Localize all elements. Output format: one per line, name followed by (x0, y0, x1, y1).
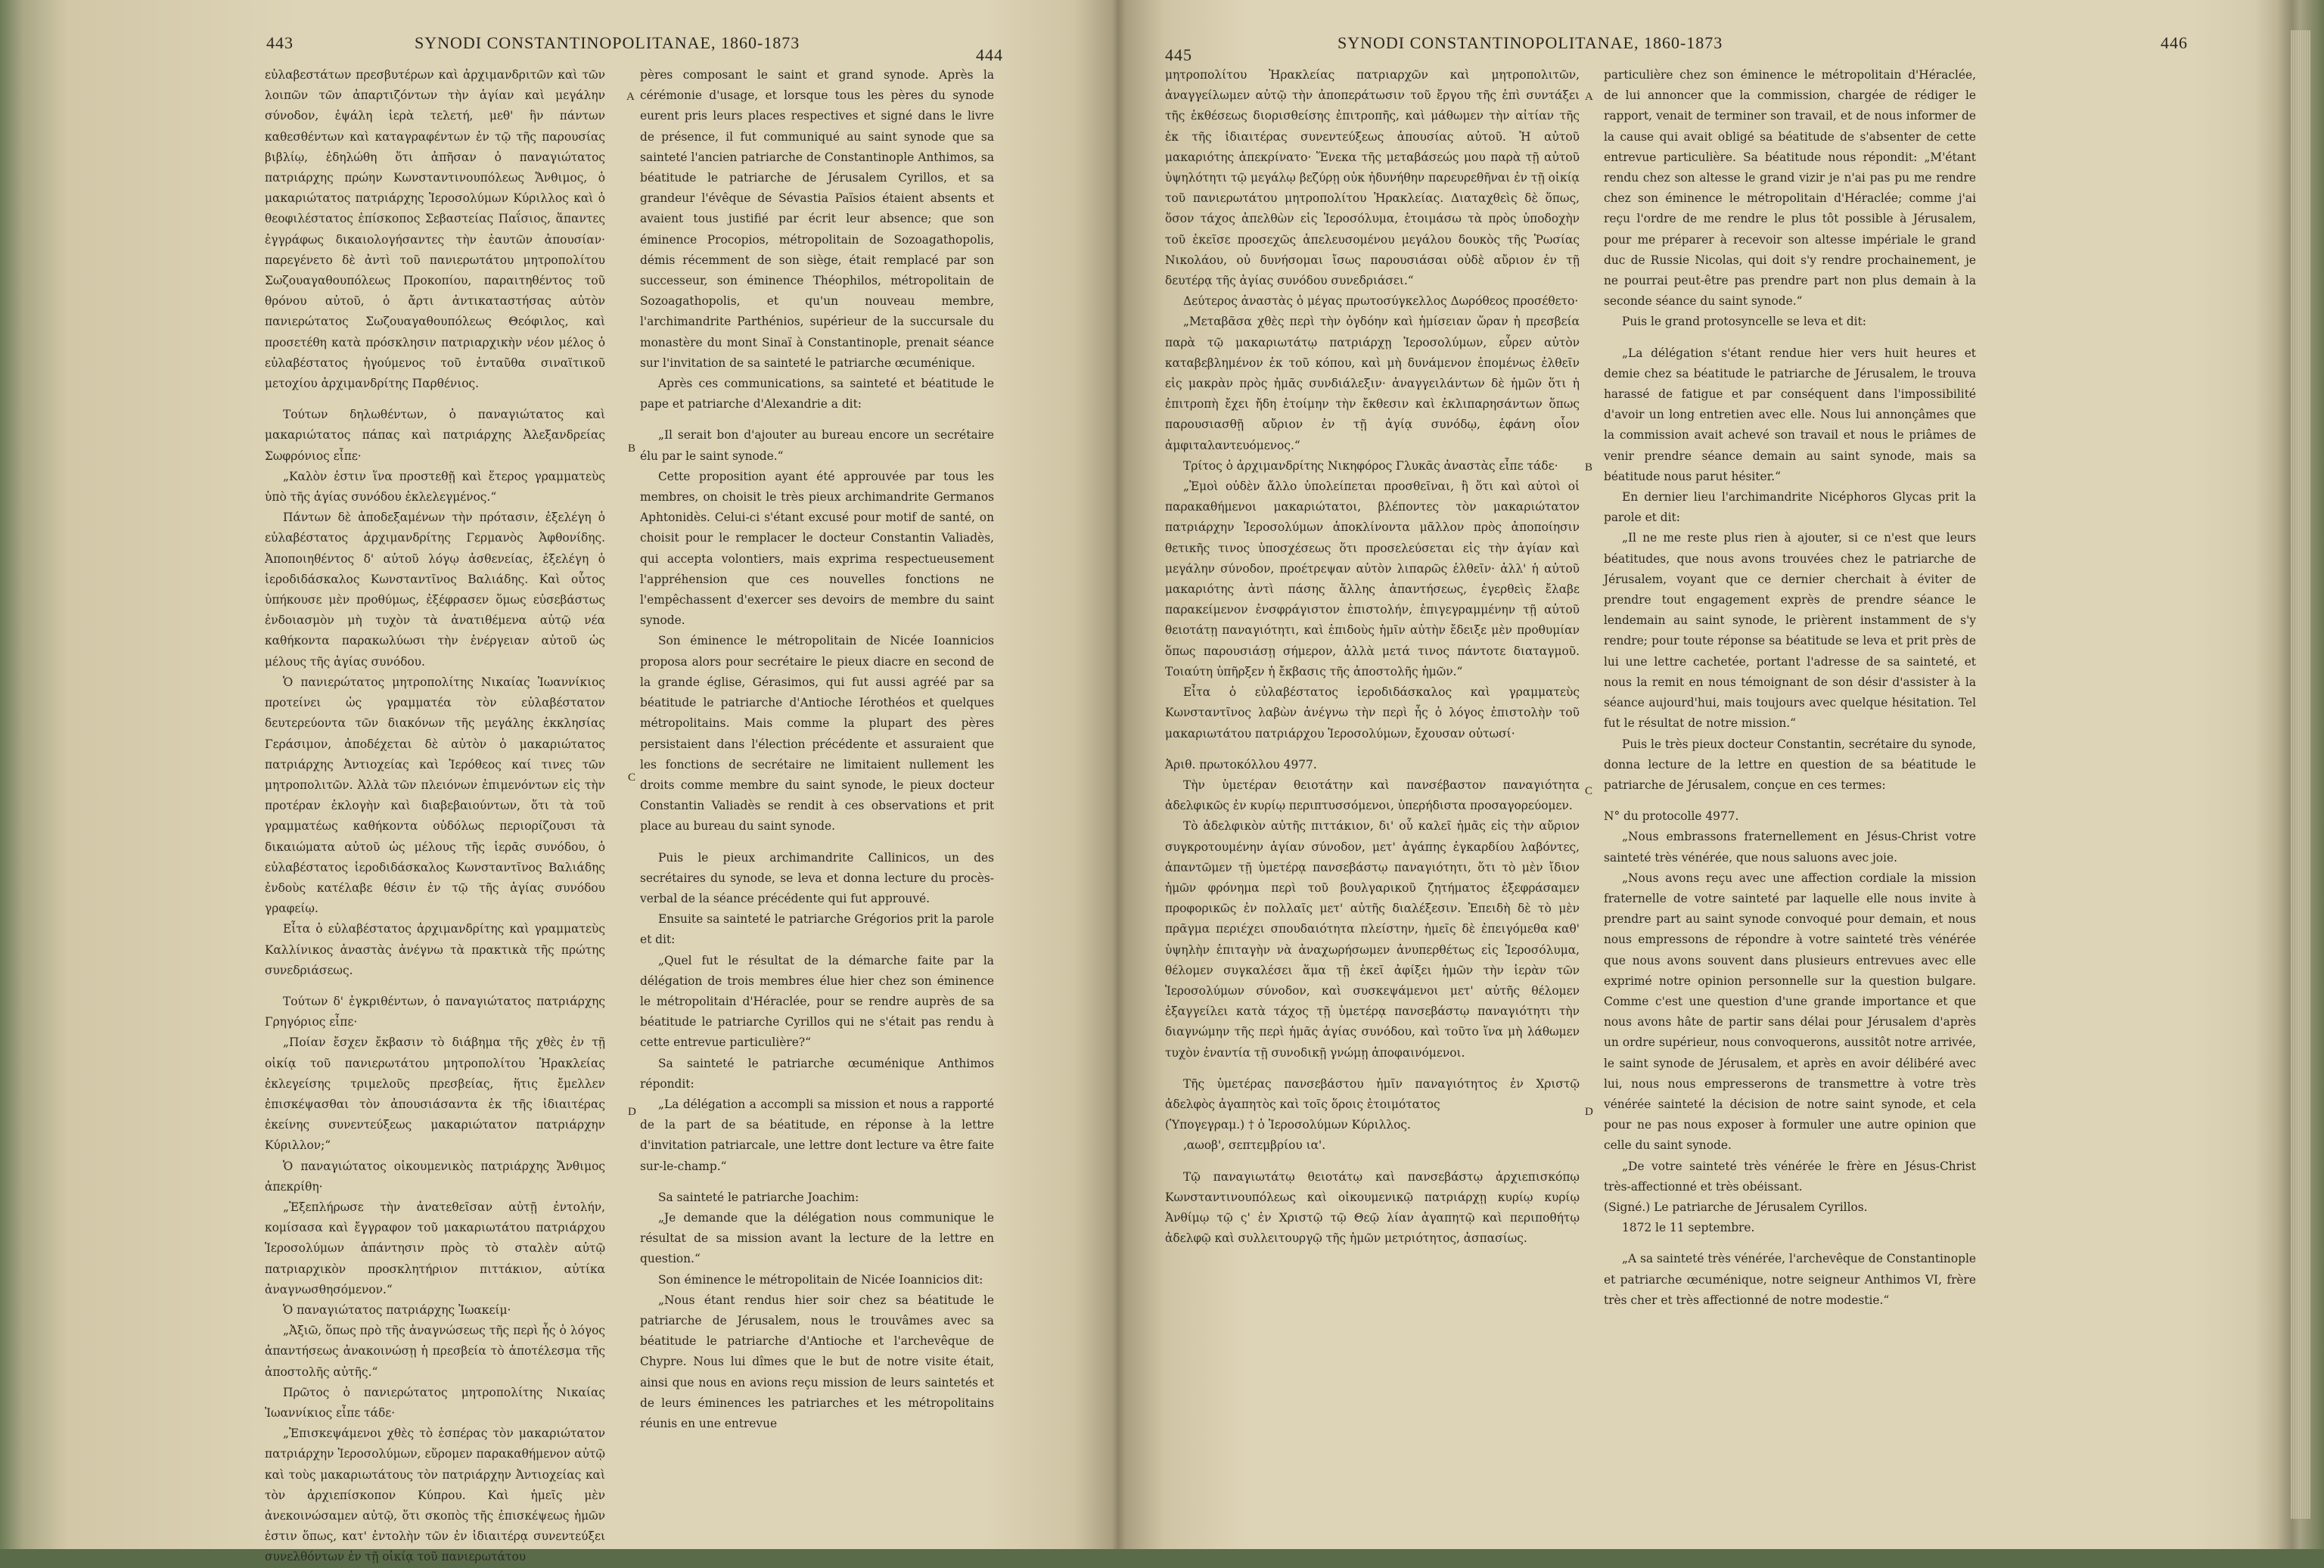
date-line: ‚αωοβ', σεπτεμβρίου ια'. (1183, 1138, 1326, 1153)
right-page-number-left: 445 (1165, 45, 1192, 64)
paragraph: Πάντων δὲ ἀποδεξαμένων τὴν πρότασιν, ἐξελέγη ὁ εὐλαβέστατος ἀρχιμανδρίτης Γερμανὸς Ἀφθονίδης. Ἀποποιηθέντος δ' αὐτοῦ λόγῳ ἀσθενείας, ἐξελέγη ὁ ἱεροδιδάσκαλος Κωνσταντῖνος Βαλιάδης. Καὶ οὗτος ὑπήκουσε μὲν προθύμως, ἐξέφρασεν ὅμως εὐσεβάστως ἐνδοιασμὸν μὴ τυχὸν τὰ ἀνατιθέμενα αὐτῷ νέα καθήκοντα παρακωλύωσι τὴν ἐνέργειαν αὐτοῦ ὡς μέλους τῆς ἁγίας συνόδου. (265, 511, 605, 669)
margin-letter-d: D (1585, 1106, 1593, 1118)
paragraph: „Μεταβᾶσα χθὲς περὶ τὴν ὀγδόην καὶ ἡμίσειαν ὥραν ἡ πρεσβεία παρὰ τῷ μακαριωτάτῳ πατριάρχῃ Ἱεροσολύμων, εὗρεν αὐτὸν καταβεβλημένον ἐκ τοῦ κόπου, καὶ μὴ δυνάμενον ἐπομένως ἐλθεῖν εἰς μακρὰν πρὸς ἡμᾶς συνδιάλεξιν· ἀναγγειλάντων δὲ ἡμῶν ὅτι ἡ ἐπιτροπὴ ἔχει ἤδη ἑτοίμην τὴν ἔκθεσιν καὶ ἐκλιπαρησάντων ὅπως παρουσιασθῇ αὔριον ἐν τῇ ἁγίᾳ συνόδῳ, ἐφάνη οἷον ἀμφιταλαντευόμενος.“ (1165, 315, 1580, 452)
paragraph: „La délégation s'étant rendue hier vers huit heures et demie chez sa béatitude le patriarche de Jérusalem, le trouva harassé de fatigue et par conséquent dans l'impossibilité d'avoir un long entretien avec elle. Nous lui annonçâmes que la commission avait achevé son travail et nous le priâmes de venir prendre séance demain au saint synode, mais sa béatitude nous parut hésiter.“ (1604, 346, 1976, 483)
paragraph: Ὁ παναγιώτατος πατριάρχης Ἰωακείμ· (283, 1303, 511, 1317)
paragraph: μητροπολίτου Ἡρακλείας πατριαρχῶν καὶ μητροπολιτῶν, ἀναγγείλωμεν αὐτῷ τὴν ἀποπεράτωσιν τοῦ ἔργου τῆς ἐπὶ συντάξει τῆς ἐκθέσεως διορισθείσης ἐπιτροπῆς, καὶ μάθωμεν τὴν αἰτίαν τῆς ἐκ τῆς ἰδιαιτέρας συνεντεύξεως ἀπουσίας αὐτοῦ. Ἡ αὐτοῦ μακαριότης ἀπεκρίνατο· Ἕνεκα τῆς μεταβάσεώς μου παρὰ τῇ αὐτοῦ ὑψηλότητι τῷ μεγάλῳ βεζύρῃ οὐκ ἠδυνήθην παρευρεθῆναι ἐν τῇ οἰκίᾳ τοῦ πανιερωτάτου μητροπολίτου Ἡρακλείας. Διαταχθεὶς δὲ ὅπως, ὅσον τάχος ἀπελθὼν εἰς Ἱεροσόλυμα, ἑτοιμάσω τὰ πρὸς ὑποδοχὴν τοῦ ἐκεῖσε προσεχῶς ἀπελευσομένου μεγάλου δουκὸς τῆς Ῥωσίας Νικολάου, οὐ δυνήσομαι ἴσως παρουσιάσαι οὐδὲ αὔριον ἐν τῇ δευτέρᾳ τῆς ἁγίας συνόδου συνεδριάσει.“ (1165, 68, 1580, 288)
paragraph: Δεύτερος ἀναστὰς ὁ μέγας πρωτοσύγκελλος Δωρόθεος προσέθετο· (1183, 294, 1579, 309)
paragraph: Puis le très pieux docteur Constantin, secrétaire du synode, donna lecture de la lettre en question de sa béatitude le patriarche de Jérusalem, conçue en ces termes: (1604, 737, 1976, 792)
left-french-column (640, 65, 994, 1472)
paragraph: „Nous étant rendus hier soir chez sa béatitude le patriarche de Jérusalem, nous le trouvâmes avec sa béatitude le patriarche d'Antioche et l'archevêque de Chypre. Nous lui dîmes que le but de notre visite était, ainsi que nous en avions reçu mission de leurs saintetés et de leurs éminences les patriarches et les métropolitains réunis en une entrevue (640, 1293, 994, 1430)
paragraph: pères composant le saint et grand synode. Après la cérémonie d'usage, et lorsque tous les pères du synode eurent pris leurs places respectives et signé dans le livre de présence, il fut communiqué au saint synode que sa sainteté l'ancien patriarche de Constantinople Anthimos, sa béatitude le patriarche de Jérusalem Cyrillos, et sa grandeur l'évêque de Sévastia Païsios étaient absents et avaient tous justifié par écrit leur absence; que son éminence Procopios, métropolitain de Sozoagathopolis, démis récemment de son siège, était remplacé par son successeur, son éminence Théophilos, métropolitain de Sozoagathopolis, et qu'un nouveau membre, l'archimandrite Parthénios, supérieur de la succursale du monastère du mont Sinaï à Constantinople, prenait séance sur l'invitation de sa sainteté le patriarche œcuménique. (640, 68, 994, 370)
paragraph: „A sa sainteté très vénérée, l'archevêque de Constantinople et patriarche œcuménique, notre seigneur Anthimos VI, frère très cher et très affectionné de notre modestie.“ (1604, 1252, 1976, 1307)
margin-letter-c: C (1585, 785, 1593, 797)
paragraph: „Quel fut le résultat de la démarche faite par la délégation de trois membres élue hier chez son éminence le métropolitain d'Héraclée, pour se rendre auprès de sa béatitude le patriarche Cyrillos qui ne s'était pas rendu à cette entrevue particulière?“ (640, 953, 994, 1050)
paragraph: Ὁ παναγιώτατος οἰκουμενικὸς πατριάρχης Ἄνθιμος ἀπεκρίθη· (265, 1159, 605, 1194)
paragraph: „Ἀξιῶ, ὅπως πρὸ τῆς ἀναγνώσεως τῆς περὶ ἧς ὁ λόγος ἀπαντήσεως ἀνακοινώσῃ ἡ πρεσβεία τὸ ἀποτέλεσμα τῆς ἀποστολῆς αὐτῆς.“ (265, 1324, 605, 1379)
paragraph: particulière chez son éminence le métropolitain d'Héraclée, de lui annoncer que la commission, chargée de rédiger le rapport, venait de terminer son travail, et de nous informer de la cause qui avait obligé sa béatitude de s'absenter de cette entrevue particulière. Sa béatitude nous répondit: „M'étant rendu chez son altesse le grand vizir je n'ai pas pu me rendre chez son éminence le métropolitain d'Héraclée; comme j'ai reçu l'ordre de me rendre le plus tôt possible à Jérusalem, pour me préparer à recevoir son altesse impériale le grand duc de Russie Nicolas, qui doit s'y rendre prochainement, je ne pourrai peut-être pas prendre part non plus demain à la seconde séance du saint synode.“ (1604, 68, 1976, 309)
right-page-number: 446 (2161, 33, 2188, 52)
paragraph: „Nous embrassons fraternellement en Jésus-Christ votre sainteté très vénérée, que nous saluons avec joie. (1604, 830, 1976, 865)
margin-letter-b: B (628, 442, 636, 455)
paragraph: Τῷ παναγιωτάτῳ θειοτάτῳ καὶ πανσεβάστῳ ἀρχιεπισκόπῳ Κωνσταντινουπόλεως καὶ οἰκουμενικῷ πατριάρχῃ κυρίῳ κυρίῳ Ἀνθίμῳ τῷ ς' ἐν Χριστῷ τῷ Θεῷ λίαν ἀγαπητῷ καὶ περιποθήτῳ ἀδελφῷ καὶ συλλειτουργῷ τῆς ἡμῶν μετριότητος, ἀσπασίως. (1165, 1169, 1580, 1246)
date-line: 1872 le 11 septembre. (1622, 1221, 1755, 1235)
paragraph: Εἶτα ὁ εὐλαβέστατος ἱεροδιδάσκαλος καὶ γραμματεὺς Κωνσταντῖνος λαβὼν ἀνέγνω τὴν περὶ ἧς ὁ λόγος ἐπιστολὴν τοῦ μακαριωτάτου πατριάρχου Ἱεροσολύμων, ἔχουσαν οὑτωσί· (1165, 685, 1580, 741)
protocol-number: Ἀριθ. πρωτοκόλλου 4977. (1165, 757, 1317, 772)
margin-letter-c: C (628, 772, 636, 784)
paragraph: Τῆς ὑμετέρας πανσεβάστου ἡμῖν παναγιότητος ἐν Χριστῷ ἀδελφὸς ἀγαπητὸς καὶ τοῖς ὅροις ἑτοιμότατος (1165, 1076, 1580, 1111)
paragraph: Puis le pieux archimandrite Callinicos, un des secrétaires du synode, se leva et donna lecture du procès-verbal de la séance précédente qui fut approuvé. (640, 850, 994, 905)
paragraph: Τὸ ἀδελφικὸν αὐτῆς πιττάκιον, δι' οὗ καλεῖ ἡμᾶς εἰς τὴν αὔριον συγκροτουμένην ἁγίαν σύνοδον, μετ' ἀγάπης ἐγκαρδίου λαβόντες, ἀπαντῶμεν τῇ ὑμετέρᾳ πανσεβάστῳ παναγιότητι, ὅτι τὸ μὲν ἴδιον ἡμῶν φρόνημα περὶ τοῦ βουλγαρικοῦ ζητήματος ἐξεφράσαμεν προφορικῶς ἐν πολλαῖς μετ' αὐτῆς διαλέξεσιν. Ἐπειδὴ δὲ τὸ μὲν πρᾶγμα περιέχει σπουδαιότητα πλείστην, ἡμεῖς δὲ ἐπειγόμεθα καθ' ὑψηλὴν ἐπιταγὴν νὰ ἀναχωρήσωμεν ἀνυπερθέτως εἰς Ἱεροσόλυμα, θέλομεν συγκαλέσει ἅμα τῇ ἐκεῖ ἀφίξει ἡμῶν τὴν ἱερὰν τῶν Ἱεροσολύμων σύνοδον, καὶ συσκεψάμενοι μετ' αὐτῆς θέλομεν ἐξαγγείλει κατὰ τάχος τῇ ὑμετέρᾳ πανσεβάστῳ παναγιότητι τὴν διαγνώμην τῆς περὶ ἡμᾶς ἁγίας συνόδου, καὶ τοῦτο ἵνα μὴ λάθωμεν τυχὸν ἐναντία τῇ συνοδικῇ γνώμῃ ἀποφαινόμενοι. (1165, 819, 1580, 1060)
paragraph: „Καλὸν ἐστιν ἵνα προστεθῇ καὶ ἕτερος γραμματεὺς ὑπὸ τῆς ἁγίας συνόδου ἐκλελεγμένος.“ (265, 469, 605, 505)
paragraph: Après ces communications, sa sainteté et béatitude le pape et patriarche d'Alexandrie a dit: (640, 377, 994, 411)
paragraph: Τούτων δηλωθέντων, ὁ παναγιώτατος καὶ μακαριώτατος πάπας καὶ πατριάρχης Ἀλεξανδρείας Σωφρόνιος εἶπε· (265, 408, 605, 463)
margin-letter-b: B (1585, 461, 1593, 474)
signature-line: (Signé.) Le patriarche de Jérusalem Cyrillos. (1604, 1200, 1868, 1214)
paragraph: Sa sainteté le patriarche œcuménique Anthimos répondit: (640, 1056, 994, 1091)
paragraph: Ὁ πανιερώτατος μητροπολίτης Νικαίας Ἰωαννίκιος προτείνει ὡς γραμματέα τὸν εὐλαβέστατον δευτερεύοντα τῶν διακόνων τῆς μεγάλης ἐκκλησίας Γεράσιμον, ἀποδέχεται δὲ αὐτὸν ὁ μακαριώτατος πατριάρχης Ἀντιοχείας καὶ Ἱερόθεος καί τινες τῶν μητροπολιτῶν. Ἀλλὰ τῶν πλειόνων ἐπιμενόντων εἰς τὴν προτέραν ἐκλογὴν καὶ διαβεβαιούντων, ὅτι τὰ τοῦ γραμματέως καθήκοντα οὐδόλως περιορίζουσι τὰ δικαιώματα αὐτοῦ ὡς μέλους τῆς ἱερᾶς συνόδου, ὁ εὐλαβέστατος ἱεροδιδάσκαλος Κωνσταντῖνος Βαλιάδης ἐνδοὺς κατέλαβε θέσιν ἐν τῷ τῆς ἁγίας συνόδου γραφείῳ. (265, 675, 605, 916)
paragraph: „Je demande que la délégation nous communique le résultat de sa mission avant la lecture de la lettre en question.“ (640, 1210, 994, 1266)
margin-letter-d: D (628, 1106, 636, 1118)
paragraph: Πρῶτος ὁ πανιερώτατος μητροπολίτης Νικαίας Ἰωαννίκιος εἶπε τάδε· (265, 1385, 605, 1420)
right-page (1120, 0, 2324, 1549)
paragraph: Son éminence le métropolitain de Nicée Ioannicios proposa alors pour secrétaire le pieux diacre en second de la grande église, Gérasimos, qui fut aussi agréé par sa béatitude le patriarche d'Antioche Iérothéos et quelques métropolitains. Mais comme la plupart des pères persistaient dans l'élection précédente et assuraient que les fonctions de secrétaire ne limitaient nullement les droits comme membre du saint synode, le pieux docteur Constantin Valiadès se rendit à ces observations et prit place au bureau du saint synode. (640, 634, 994, 834)
left-page-number-right: 444 (976, 45, 1003, 64)
paragraph: Τρίτος ὁ ἀρχιμανδρίτης Νικηφόρος Γλυκᾶς ἀναστὰς εἶπε τάδε· (1183, 458, 1558, 473)
paragraph: Τούτων δ' ἐγκριθέντων, ὁ παναγιώτατος πατριάρχης Γρηγόριος εἶπε· (265, 994, 605, 1029)
page-fore-edge (2291, 30, 2310, 1519)
paragraph: „Ποίαν ἔσχεν ἔκβασιν τὸ διάβημα τῆς χθὲς ἐν τῇ οἰκίᾳ τοῦ πανιερωτάτου μητροπολίτου Ἡρακλείας ἐκλεγείσης τριμελοῦς πρεσβείας, ἥτις ἔμελλεν ἐπισκέψασθαι τὸν ἀπουσιάσαντα ἐκ τῆς ἰδιαιτέρας ἐκείνης συνεντεύξεως μακαριώτατον πατριάρχην Κύριλλον;“ (265, 1036, 605, 1153)
protocol-number: N° du protocolle 4977. (1604, 809, 1739, 824)
left-greek-column (265, 65, 605, 1564)
paragraph: Cette proposition ayant été approuvée par tous les membres, on choisit le très pieux archimandrite Germanos Aphtonidès. Celui-ci s'étant excusé pour motif de santé, on choisit pour le remplacer le docteur Constantin Valiadès, qui accepta volontiers, mais exprima respectueusement l'appréhension que ces nouvelles fonctions ne l'empêchassent d'exercer ses devoirs de membre du saint synode. (640, 469, 994, 628)
signature-line: (Ὑπογεγραμ.) † ὁ Ἱεροσολύμων Κύριλλος. (1165, 1118, 1411, 1132)
paragraph: „Ἐμοὶ οὐδὲν ἄλλο ὑπολείπεται προσθεῖναι, ἢ ὅτι καὶ αὐτοὶ οἱ παρακαθήμενοι μακαριώτατοι, βλέποντες τὸν μακαριώτατον πατριάρχην Ἱεροσολύμων ἀποκλίνοντα μᾶλλον πρὸς ἀποποίησιν θετικῆς τινος ὑποσχέσεως ὅτι προσελεύσεται εἰς τὴν ἁγίαν καὶ μεγάλην σύνοδον, προέτρεψαν αὐτὸν λιπαρῶς ἐλθεῖν· ἀλλ' ἡ αὐτοῦ μακαριότης ἀντὶ πάσης ἄλλης ἀπαντήσεως, ἐγερθεὶς ἔλαβε παρακείμενον ἐνσφράγιστον ἐπιστολήν, ἐπιγεγραμμένην τῇ αὐτοῦ θειοτάτῃ παναγιότητι, καὶ ἐπιδοὺς ἡμῖν αὐτὴν ἔδειξε μὲν προθυμίαν ὅπως παρουσιάσῃ σήμερον, ἀλλὰ μετά τινος πάντοτε διαταγμοῦ. Τοιαύτη ὑπῆρξεν ἡ ἔκβασις τῆς ἀποστολῆς ἡμῶν.“ (1165, 480, 1580, 678)
paragraph: Son éminence le métropolitain de Nicée Ioannicios dit: (658, 1272, 983, 1287)
right-page-running-title: SYNODI CONSTANTINOPOLITANAE, 1860-1873 (1338, 33, 1723, 52)
right-french-column (1604, 65, 1976, 1472)
paragraph: „Nous avons reçu avec une affection cordiale la mission fraternelle de votre sainteté par laquelle elle nous invite à prendre part au saint synode convoqué pour demain, et nous nous empressons de répondre à votre sainteté très vénérée que nous avons souvent dans plusieurs entrevues avec elle exprimé notre opinion personnelle sur la question bulgare. Comme c'est une question d'une grande importance et que nous avons hâte de partir sans délai pour Jérusalem d'après un ordre supérieur, nous convoquerons, aussitôt notre arrivée, le saint synode de Jérusalem, et après en avoir délibéré avec lui, nous nous empresserons de transmettre à votre très vénérée sainteté la décision de notre saint synode, et cela pour ne pas nous exposer à formuler une autre opinion que celle du saint synode. (1604, 871, 1976, 1153)
paragraph: „Il serait bon d'ajouter au bureau encore un secrétaire élu par le saint synode.“ (640, 428, 994, 463)
paragraph: Τὴν ὑμετέραν θειοτάτην καὶ πανσέβαστον παναγιότητα ἀδελφικῶς ἐν κυρίῳ περιπτυσσόμενοι, ὑπερήδιστα προσαγορεύομεν. (1165, 778, 1580, 813)
paragraph: Sa sainteté le patriarche Joachim: (658, 1190, 859, 1204)
paragraph: „Il ne me reste plus rien à ajouter, si ce n'est que leurs béatitudes, que nous avons trouvées chez le patriarche de Jérusalem, voyant que ce dernier cherchait à éviter de prendre tout engagement exprès de prendre séance le lendemain au saint synode, le prièrent instamment de s'y rendre; pour toute réponse sa béatitude se leva et prit près de lui une lettre cachetée, portant l'adresse de sa sainteté, et nous la remit en nous témoignant de son désir d'assister à la séance aujourd'hui, mais toujours avec quelque hésitation. Tel fut le résultat de notre mission.“ (1604, 531, 1976, 731)
paragraph: Puis le grand protosyncelle se leva et dit: (1622, 315, 1866, 329)
paragraph: „Ἐξεπλήρωσε τὴν ἀνατεθεῖσαν αὐτῇ ἐντολήν, κομίσασα καὶ ἔγγραφον τοῦ μακαριωτάτου πατριάρχου Ἱεροσολύμων ἀπάντησιν πρὸς τὸ σταλὲν αὐτῷ πατριαρχικὸν προσκλητήριον πιττάκιον, αὐτίκα ἀναγνωσθησόμενον.“ (265, 1200, 605, 1296)
paragraph: En dernier lieu l'archimandrite Nicéphoros Glycas prit la parole et dit: (1604, 490, 1976, 525)
paragraph: εὐλαβεστάτων πρεσβυτέρων καὶ ἀρχιμανδριτῶν καὶ τῶν λοιπῶν τῶν ἀπαρτιζόντων τὴν ἁγίαν καὶ μεγάλην σύνοδον, ἐψάλη ἱερὰ τελετή, μεθ' ἣν πάντων καθεσθέντων καὶ καταγραφέντων ἐν τῷ τῆς παρουσίας βιβλίῳ, ἐδηλώθη ὅτι ἀπῆσαν ὁ παναγιώτατος πατριάρχης πρώην Κωνσταντινουπόλεως Ἄνθιμος, ὁ μακαριώτατος πατριάρχης Ἱεροσολύμων Κύριλλος καὶ ὁ θεοφιλέστατος ἐπίσκοπος Σεβαστείας Παΐσιος, ἅπαντες ἐγγράφως δικαιολογήσαντες τὴν ἑαυτῶν ἀπουσίαν· παρεγένετο δὲ ἀντὶ τοῦ πανιερωτάτου μητροπολίτου Σωζουαγαθουπόλεως Προκοπίου, παραιτηθέντος τοῦ θρόνου αὐτοῦ, ὁ ἄρτι ἀντικαταστήσας αὐτὸν πανιερώτατος Σωζουαγαθουπόλεως Θεόφιλος, καὶ προσετέθη κατὰ πρόσκλησιν πατριαρχικὴν νέον μέλος ὁ εὐλαβέστατος ἡγούμενος τοῦ ἐνταῦθα σιναϊτικοῦ μετοχίου ἀρχιμανδρίτης Παρθένιος. (265, 68, 605, 391)
right-greek-column (1165, 65, 1580, 1472)
margin-letter-a: A (626, 91, 635, 103)
paragraph: „La délégation a accompli sa mission et nous a rapporté de la part de sa béatitude, en réponse à la lettre d'invitation patriarcale, une lettre dont lecture va être faite sur-le-champ.“ (640, 1097, 994, 1173)
paragraph: „Ἐπισκεψάμενοι χθὲς τὸ ἑσπέρας τὸν μακαριώτατον πατριάρχην Ἱεροσολύμων, εὕρομεν παρακαθήμενον αὐτῷ καὶ τοὺς μακαριωτάτους τὸν πατριάρχην Ἀντιοχείας καὶ τὸν ἀρχιεπίσκοπον Κύπρου. Καὶ ἡμεῖς μὲν ἀνεκοινώσαμεν αὐτῷ, ὅτι σκοπὸς τῆς ἐπισκέψεως ἡμῶν ἐστιν ὅπως, κατ' ἐντολὴν τῶν ἐν ἰδιαιτέρᾳ συνεντεύξει συνελθόντων ἐν τῇ οἰκίᾳ τοῦ πανιερωτάτου (265, 1427, 605, 1564)
margin-letter-a: A (1585, 91, 1593, 103)
left-page-number: 443 (266, 33, 294, 52)
paragraph: Ensuite sa sainteté le patriarche Grégorios prit la parole et dit: (640, 912, 994, 947)
paragraph: Εἶτα ὁ εὐλαβέστατος ἀρχιμανδρίτης καὶ γραμματεὺς Καλλίνικος ἀναστὰς ἀνέγνω τὰ πρακτικὰ τῆς πρώτης συνεδριάσεως. (265, 922, 605, 977)
paragraph: „De votre sainteté très vénérée le frère en Jésus-Christ très-affectionné et très obéissant. (1604, 1159, 1976, 1194)
left-page-running-title: SYNODI CONSTANTINOPOLITANAE, 1860-1873 (415, 33, 800, 52)
left-page (0, 0, 1120, 1564)
